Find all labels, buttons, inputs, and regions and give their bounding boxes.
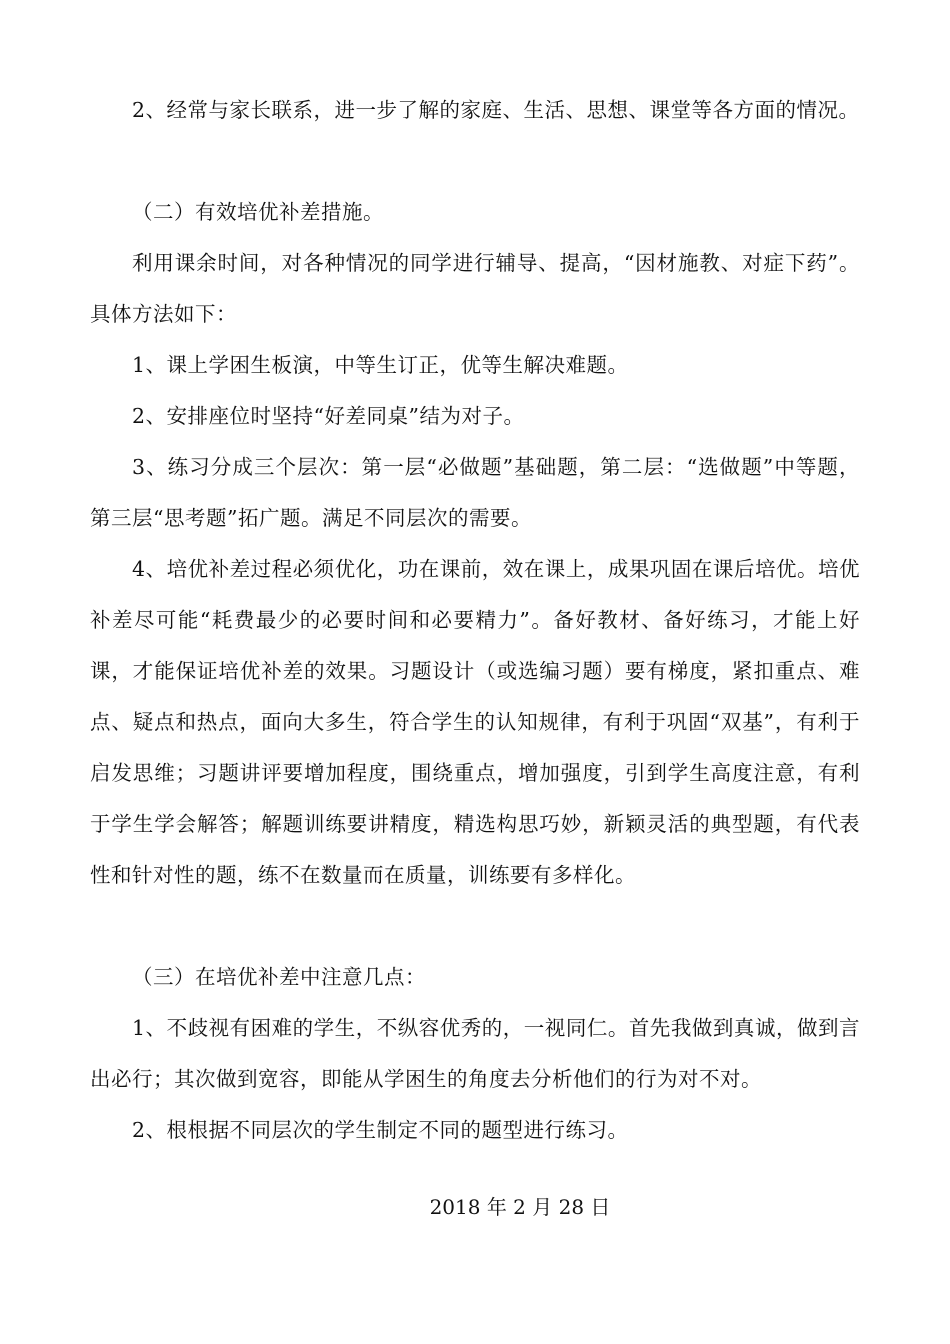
section-heading-2: （二）有效培优补差措施。: [132, 200, 384, 224]
list-item-1: 1、课上学困生板演，中等生订正，优等生解决难题。: [132, 353, 629, 377]
attention-item-1: 1、不歧视有困难的学生，不纵容优秀的，一视同仁。首先我做到真诚，做到言出必行；其次做到宽容，即能从学困生的角度去分析他们的行为对不对。: [90, 1016, 860, 1091]
section-heading-3: （三）在培优补差中注意几点：: [132, 965, 426, 989]
paragraph-after-class-tutoring: 利用课余时间，对各种情况的同学进行辅导、提高，“因材施教、对症下药”。具体方法如下：: [90, 251, 860, 326]
list-item-2: 2、安排座位时坚持“好差同桌”结为对子。: [132, 404, 525, 428]
attention-item-2: 2、根根据不同层次的学生制定不同的题型进行练习。: [132, 1118, 629, 1142]
list-item-3: 3、练习分成三个层次：第一层“必做题”基础题，第二层：“选做题”中等题，第三层“思考题”拓广题。满足不同层次的需要。: [90, 455, 860, 530]
paragraph-contact-parents: 2、经常与家长联系，进一步了解的家庭、生活、思想、课堂等各方面的情况。: [132, 98, 860, 122]
list-item-4: 4、培优补差过程必须优化，功在课前，效在课上，成果巩固在课后培优。培优补差尽可能“耗费最少的必要时间和必要精力”。备好教材、备好练习，才能上好课，才能保证培优补差的效果。习题设计（或选编习题）要有梯度，紧扣重点、难点、疑点和热点，面向大多生，符合学生的认知规律，有利于巩固“双基”，有利于启发思维；习题讲评要增加程度，围绕重点，增加强度，引到学生高度注意，有利于学生学会解答；解题训练要讲精度，精选构思巧妙，新颖灵活的典型题，有代表性和针对性的题，练不在数量而在质量，训练要有多样化。: [90, 557, 860, 887]
document-date: 2018 年 2 月 28 日: [429, 1195, 611, 1219]
